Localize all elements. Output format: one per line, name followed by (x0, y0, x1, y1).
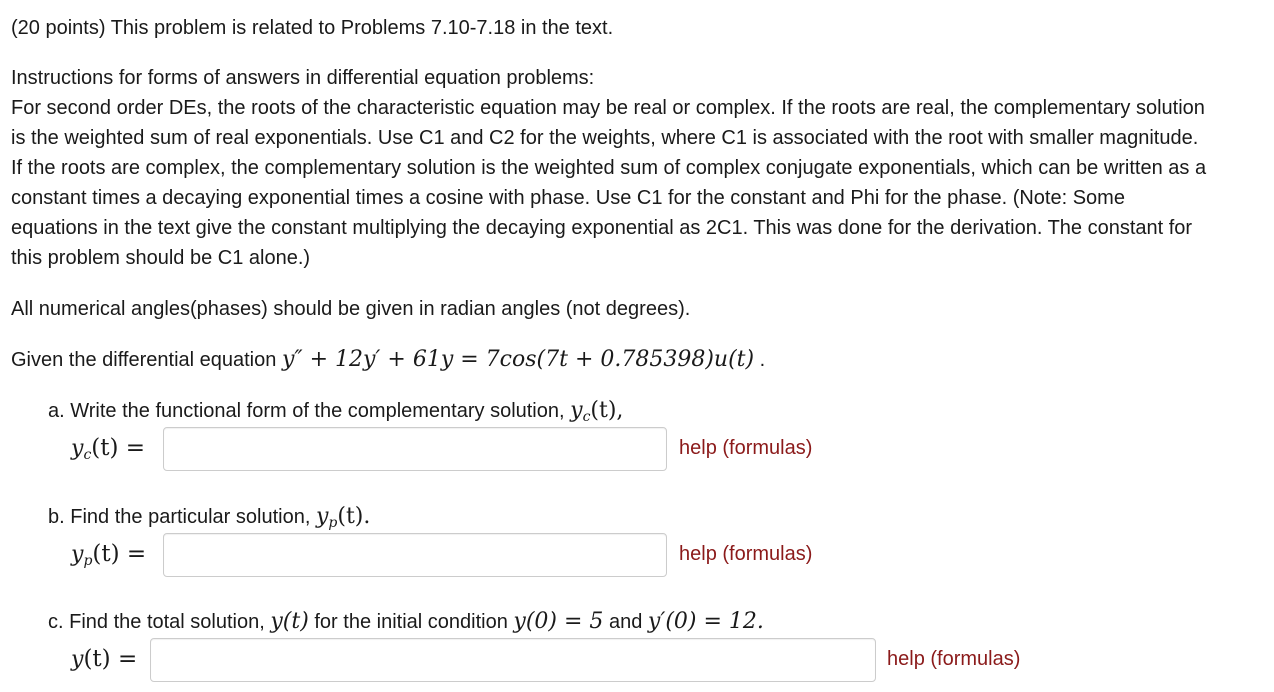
part-a-prompt (48, 396, 623, 426)
part-c-prompt (48, 607, 764, 637)
instructions-line-5: equations in the text give the constant multiplying the decaying exponential as 2C1. This was done for the derivation. The constant for (11, 217, 1193, 239)
part-b-text: Find the particular solution, (70, 506, 311, 528)
part-a-math: y (570, 398, 583, 423)
part-b-help-link[interactable]: help (formulas) (679, 543, 813, 565)
instructions-heading: Instructions for forms of answers in differential equation problems: (11, 67, 595, 89)
yp-label-var: y (71, 542, 84, 567)
part-c-and: and (608, 611, 643, 633)
part-b-math: y (315, 504, 329, 529)
yc-label-var: y (71, 436, 84, 461)
part-c-cond2: y′(0) = 12. (647, 609, 764, 634)
instructions-line-3: If the roots are complex, the complementary solution is the weighted sum of complex conjugate exponentials, which can be written as a (11, 157, 1207, 179)
part-b-prompt (48, 502, 370, 532)
given-equation: y″ + 12y′ + 61y = 7cos(7t + 0.785398)u(t) (281, 347, 755, 372)
y-total-label (71, 644, 137, 675)
yc-label (71, 433, 145, 470)
part-a-text: Write the functional form of the complementary solution, (70, 400, 565, 422)
yc-label-sub: c (83, 447, 92, 463)
part-a-letter: a. (48, 400, 65, 422)
part-c-math: y(t) (270, 609, 309, 634)
given-suffix: . (754, 349, 766, 371)
part-c-text: Find the total solution, (69, 611, 265, 633)
angles-note: All numerical angles(phases) should be given in radian angles (not degrees). (11, 298, 691, 320)
part-c-mid: for the initial condition (314, 611, 508, 633)
instructions-line-1: For second order DEs, the roots of the characteristic equation may be real or complex. If the roots are real, the complementary solution (11, 97, 1205, 119)
part-a-math-tail: (t), (590, 398, 624, 423)
yc-label-tail: (t) = (91, 435, 146, 461)
part-b-letter: b. (48, 506, 65, 528)
instructions-line-4: constant times a decaying exponential times a cosine with phase. Use C1 for the constant and Phi for the phase. (Note: Some (11, 187, 1125, 209)
yp-label (71, 539, 146, 576)
y-total-answer-input[interactable] (150, 638, 876, 682)
yp-answer-input[interactable] (163, 533, 667, 577)
part-c-letter: c. (48, 611, 64, 633)
part-b-math-sub: p (328, 515, 338, 531)
instructions-line-6: this problem should be C1 alone.) (11, 247, 311, 269)
y-total-label-tail: (t) = (83, 646, 138, 672)
part-a-help-link[interactable]: help (formulas) (679, 437, 813, 459)
part-c-cond1: y(0) = 5 (513, 609, 604, 634)
problem-intro: (20 points) This problem is related to Problems 7.10-7.18 in the text. (11, 17, 614, 39)
yc-answer-input[interactable] (163, 427, 667, 471)
yp-label-sub: p (83, 553, 93, 569)
instructions-line-2: is the weighted sum of real exponentials. Use C1 and C2 for the weights, where C1 is associated with the root with smaller magnitude. (11, 127, 1199, 149)
given-prefix: Given the differential equation (11, 349, 277, 371)
y-total-label-var: y (71, 647, 84, 672)
given-equation-line (11, 345, 765, 375)
part-b-math-tail: (t). (337, 504, 371, 529)
part-a-math-sub: c (582, 409, 591, 425)
part-c-help-link[interactable]: help (formulas) (887, 648, 1021, 670)
yp-label-tail: (t) = (92, 541, 147, 567)
